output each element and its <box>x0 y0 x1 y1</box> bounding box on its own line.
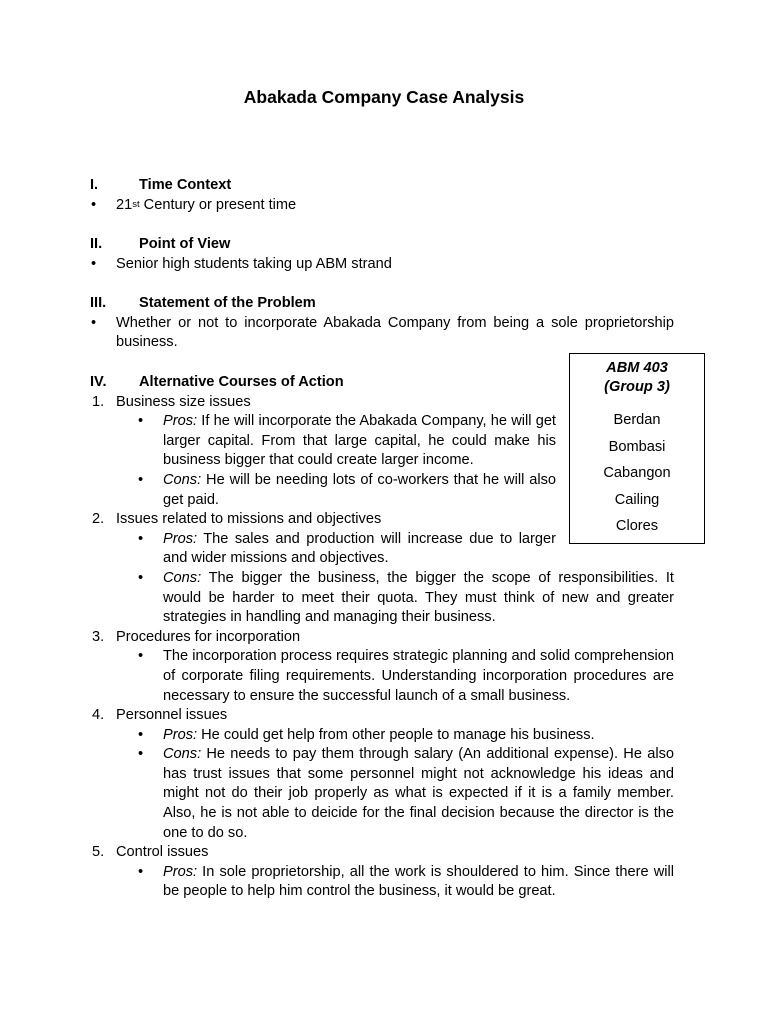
section-statement-of-problem <box>90 294 674 353</box>
item-label: Procedures for incorporation <box>116 628 301 645</box>
point-text: In sole proprietorship, all the work is shouldered to him. Since there will be people to help him control the business, it would be great. <box>163 863 674 900</box>
section-number: III. <box>90 295 107 311</box>
item-number: 3. <box>92 628 105 645</box>
point-text: He will be needing lots of co-workers that he will also get paid. <box>163 471 556 508</box>
member-name: Clores <box>615 518 659 534</box>
group-section-label: ABM 403 <box>606 360 668 376</box>
item-number: 5. <box>92 844 105 861</box>
item-number: 1. <box>92 393 105 410</box>
point-tag: Pros: <box>163 726 198 743</box>
point-tag: Cons: <box>163 471 202 488</box>
section-number: II. <box>90 236 103 252</box>
item-label: Business size issues <box>116 393 251 410</box>
section-heading <box>90 235 674 255</box>
point-tag: Pros: <box>163 530 198 547</box>
section-number: IV. <box>90 374 107 390</box>
point-text: He could get help from other people to manage his business. <box>197 726 595 743</box>
point-text: The incorporation process requires strategic planning and solid comprehension of corporate filing requirements. Understanding incorporation procedures are necessary to ensure the successful launch of a small business. <box>163 648 674 704</box>
section-heading <box>90 176 674 196</box>
group-number-label: (Group 3) <box>604 379 670 395</box>
point-tag: Cons: <box>163 569 202 586</box>
ordinal-suffix: st <box>132 198 140 210</box>
cons-point <box>90 745 674 843</box>
point-text: He needs to pay them through salary (An additional expense). He also has trust issues that some personnel might not acknowledge his ideas and might not do their job properly as what is expected if it is a family member. Also, he is not able to deicide for the final decision because the director is the one to do so. <box>163 746 674 841</box>
numbered-item <box>90 706 674 726</box>
point-text: If he will incorporate the Abakada Company, he will get larger capital. From that large capital, he could make his business bigger that could create larger income. <box>163 413 556 469</box>
century-text: Century or present time <box>139 196 297 213</box>
section-time-context <box>90 176 674 215</box>
point-tag: Pros: <box>163 413 198 430</box>
section-label: Statement of the Problem <box>139 295 316 311</box>
item-label: Control issues <box>116 844 209 861</box>
member-name: Berdan <box>613 412 661 428</box>
member-name: Cailing <box>614 491 660 508</box>
numbered-item <box>90 628 674 648</box>
bullet-item: • Senior high students taking up ABM strand <box>90 255 674 275</box>
item-number: 4. <box>92 707 105 724</box>
pros-point <box>90 863 674 902</box>
bullet-item <box>90 196 674 216</box>
section-label: Alternative Courses of Action <box>139 374 344 390</box>
member-name: Bombasi <box>608 438 666 455</box>
item-label: Issues related to missions and objectives <box>116 511 382 528</box>
century-number: 21 <box>116 196 133 213</box>
cons-point <box>90 569 674 628</box>
member-name: Cabangon <box>603 465 671 481</box>
section-number: I. <box>90 177 99 193</box>
member-list <box>570 407 704 540</box>
procedure-point <box>90 647 674 706</box>
document-title: Abakada Company Case Analysis <box>243 87 525 107</box>
item-number: 2. <box>92 511 105 528</box>
point-tag: Pros: <box>163 863 198 880</box>
point-text: The bigger the business, the bigger the scope of responsibilities. It would be harder to meet their quota. They must think of new and greater strategies in handling and managing their business. <box>163 569 674 626</box>
section-heading <box>90 294 674 314</box>
bullet-item: • Whether or not to incorporate Abakada Company from being a sole proprietorship business. <box>90 314 674 353</box>
numbered-item <box>90 843 674 863</box>
section-label: Time Context <box>139 177 232 193</box>
section-label: Point of View <box>139 236 231 252</box>
point-text: The sales and production will increase due to larger and wider missions and objectives. <box>163 530 556 567</box>
item-label: Personnel issues <box>116 707 228 724</box>
pros-point <box>90 726 674 746</box>
group-members-box <box>569 353 705 544</box>
section-point-of-view <box>90 235 674 274</box>
point-tag: Cons: <box>163 746 202 763</box>
